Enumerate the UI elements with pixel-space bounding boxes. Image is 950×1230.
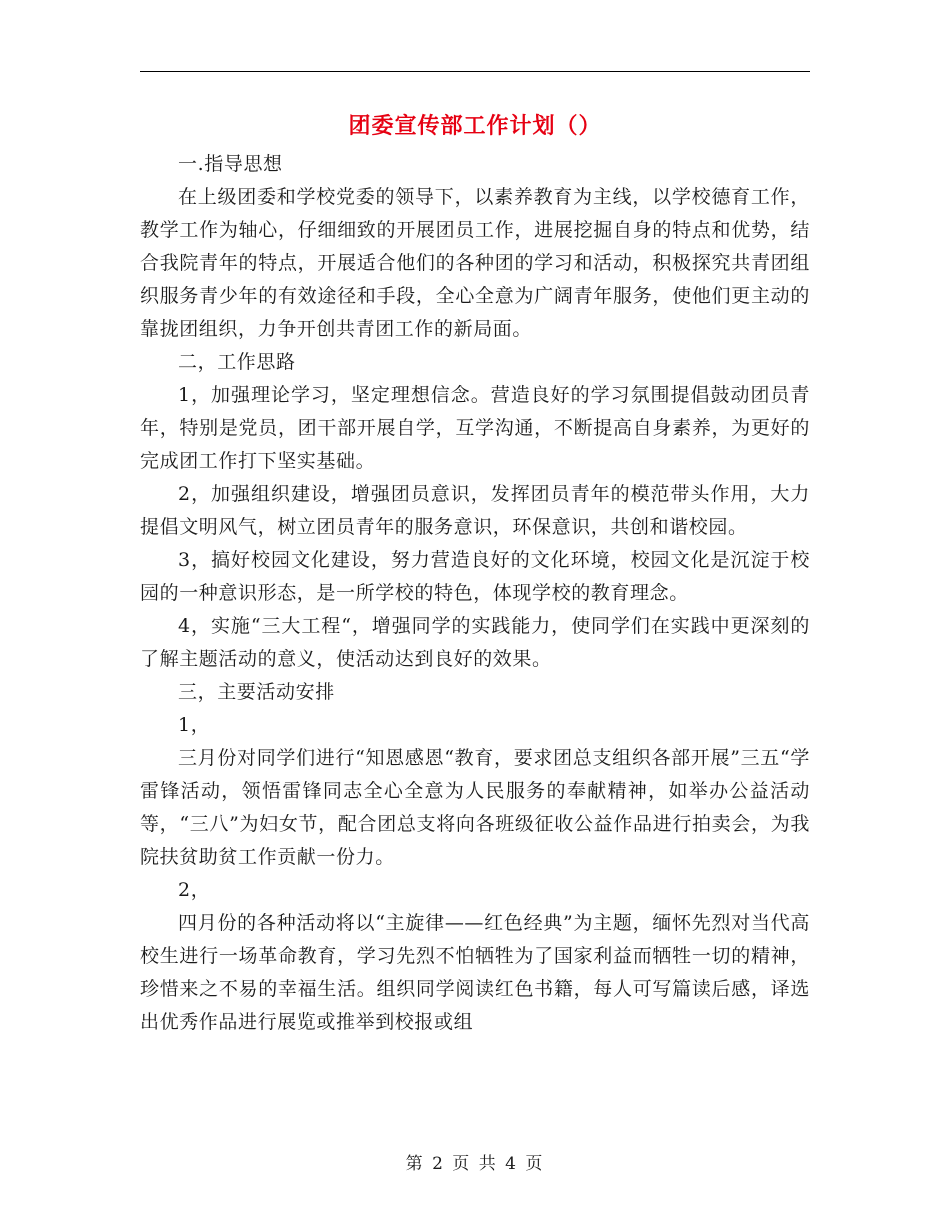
paragraph-activity-2: 四月份的各种活动将以“主旋律——红色经典”为主题，缅怀先烈对当代高校生进行一场革命教育，学习先烈不怕牺牲为了国家利益而牺牲一切的精神，珍惜来之不易的幸福生活。组织同学阅读红色书籍，每人可写篇读后感，译选出优秀作品进行展览或推举到校报或组 — [140, 912, 810, 1033]
paragraph-guiding-ideology: 在上级团委和学校党委的领导下，以素养教育为主线，以学校德育工作，教学工作为轴心，仔细细致的开展团员工作，进展挖掘自身的特点和优势，结合我院青年的特点，开展适合他们的各种团的学习和活动，积极探究共青团组织服务青少年的有效途径和手段，全心全意为广阔青年服务，使他们更主动的靠拢团组织，力争开创共青团工作的新局面。 — [140, 186, 810, 340]
section-heading-guiding-ideology: 一.指导思想 — [178, 153, 283, 175]
section-heading-main-activities: 三，主要活动安排 — [178, 681, 335, 703]
activity-number-2: 2， — [178, 879, 211, 901]
section-heading-work-approach: 二，工作思路 — [178, 351, 296, 373]
page-title: 团委宣传部工作计划（） — [348, 113, 602, 139]
document-body — [140, 148, 810, 1039]
paragraph-approach-1: 1，加强理论学习，坚定理想信念。营造良好的学习氛围提倡鼓动团员青年，特别是党员，团干部开展自学，互学沟通，不断提高自身素养，为更好的完成团工作打下坚实基础。 — [140, 384, 810, 472]
paragraph-approach-4: 4，实施“三大工程“，增强同学的实践能力，使同学们在实践中更深刻的了解主题活动的意义，使活动达到良好的效果。 — [140, 615, 810, 670]
paragraph-approach-3: 3，搞好校园文化建设，努力营造良好的文化环境，校园文化是沉淀于校园的一种意识形态，是一所学校的特色，体现学校的教育理念。 — [140, 549, 810, 604]
page-footer: 第 2 页 共 4 页 — [405, 1154, 545, 1174]
header-rule — [140, 71, 810, 72]
activity-number-1: 1， — [178, 714, 211, 736]
paragraph-activity-1: 三月份对同学们进行“知恩感恩“教育，要求团总支组织各部开展”三五“学雷锋活动，领悟雷锋同志全心全意为人民服务的奉献精神，如举办公益活动等，“三八”为妇女节，配合团总支将向各班级征收公益作品进行拍卖会，为我院扶贫助贫工作贡献一份力。 — [140, 747, 810, 868]
paragraph-approach-2: 2，加强组织建设，增强团员意识，发挥团员青年的模范带头作用，大力提倡文明风气，树立团员青年的服务意识，环保意识，共创和谐校园。 — [140, 483, 810, 538]
